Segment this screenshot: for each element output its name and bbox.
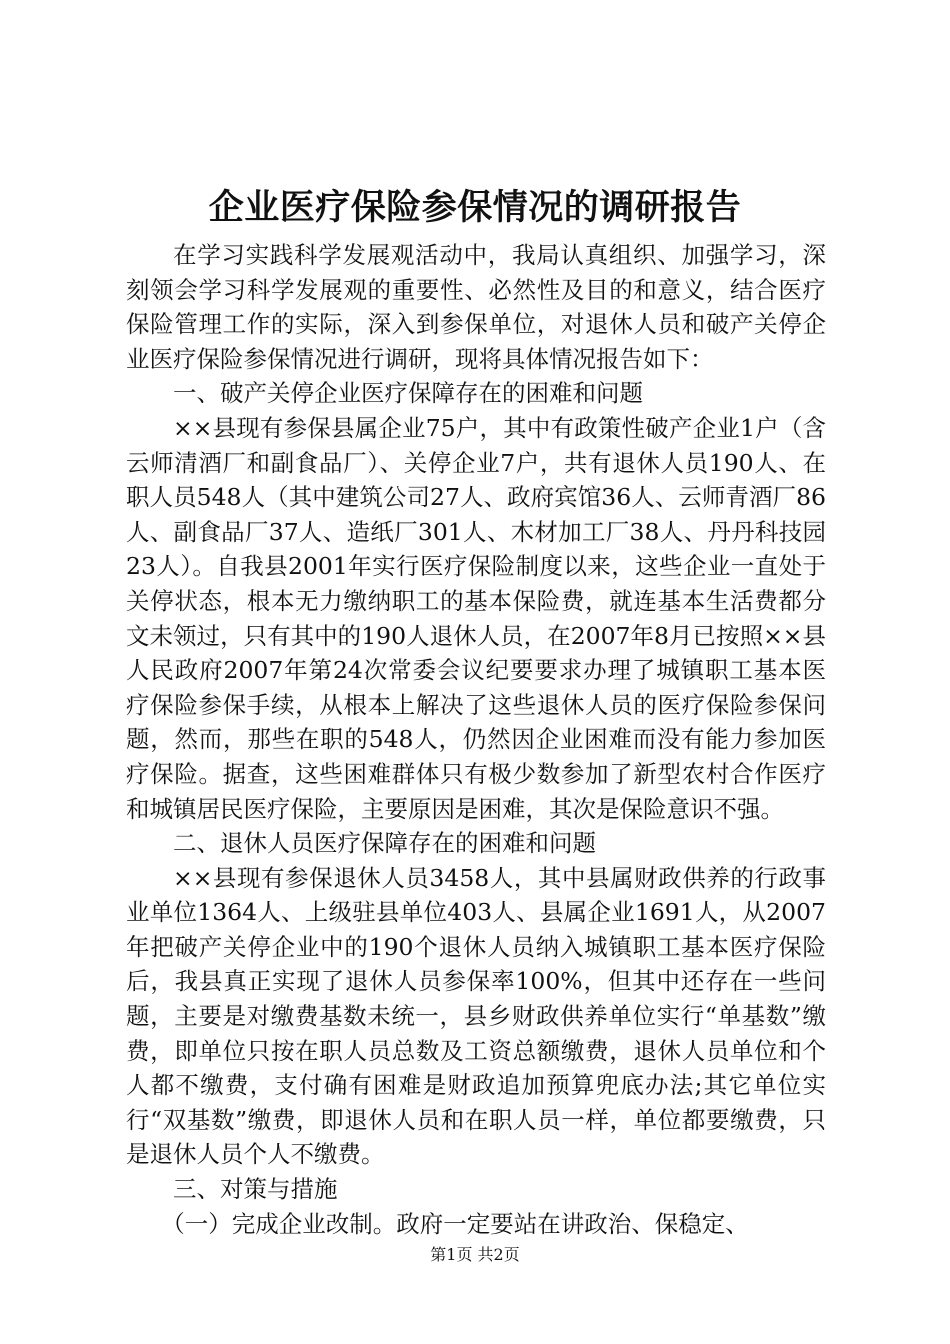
document-title: 企业医疗保险参保情况的调研报告: [208, 187, 742, 228]
intro-paragraph: 在学习实践科学发展观活动中，我局认真组织、加强学习，深刻领会学习科学发展观的重要性、必然性及目的和意义，结合医疗保险管理工作的实际，深入到参保单位，对退休人员和破产关停企业医疗保险参保情况进行调研，现将具体情况报告如下：: [126, 241, 826, 373]
section-heading-2: 二、退休人员医疗保障存在的困难和问题: [173, 829, 596, 858]
section-heading-3: 三、对策与措施: [173, 1175, 338, 1204]
document-body: [126, 238, 826, 1241]
measure-1-paragraph: （一）完成企业改制。政府一定要站在讲政治、保稳定、: [161, 1209, 749, 1238]
page-footer: 第1页 共2页: [430, 1245, 520, 1264]
section-2-paragraph: ××县现有参保退休人员3458人，其中县属财政供养的行政事业单位1364人、上级驻县单位403人、县属企业1691人，从2007年把破产关停企业中的190个退休人员纳入城镇职工基本医疗保险后，我县真正实现了退休人员参保率100%，但其中还存在一些问题，主要是对缴费基数未统一，县乡财政供养单位实行“单基数”缴费，即单位只按在职人员总数及工资总额缴费，退休人员单位和个人都不缴费，支付确有困难是财政追加预算兜底办法;其它单位实行“双基数”缴费，即退休人员和在职人员一样，单位都要缴费，只是退休人员个人不缴费。: [126, 863, 826, 1169]
section-1-paragraph: ××县现有参保县属企业75户，其中有政策性破产企业1户（含云师清酒厂和副食品厂）、关停企业7户，共有退休人员190人、在职人员548人（其中建筑公司27人、政府宾馆36人、云师青酒厂86人、副食品厂37人、造纸厂301人、木材加工厂38人、丹丹科技园23人）。自我县2001年实行医疗保险制度以来，这些企业一直处于关停状态，根本无力缴纳职工的基本保险费，就连基本生活费都分文未领过，只有其中的190人退休人员，在2007年8月已按照××县人民政府2007年第24次常委会议纪要要求办理了城镇职工基本医疗保险参保手续，从根本上解决了这些退休人员的医疗保险参保问题，然而，那些在职的548人，仍然因企业困难而没有能力参加医疗保险。据查，这些困难群体只有极少数参加了新型农村合作医疗和城镇居民医疗保险，主要原因是困难，其次是保险意识不强。: [126, 413, 826, 823]
section-heading-1: 一、破产关停企业医疗保障存在的困难和问题: [173, 379, 643, 408]
